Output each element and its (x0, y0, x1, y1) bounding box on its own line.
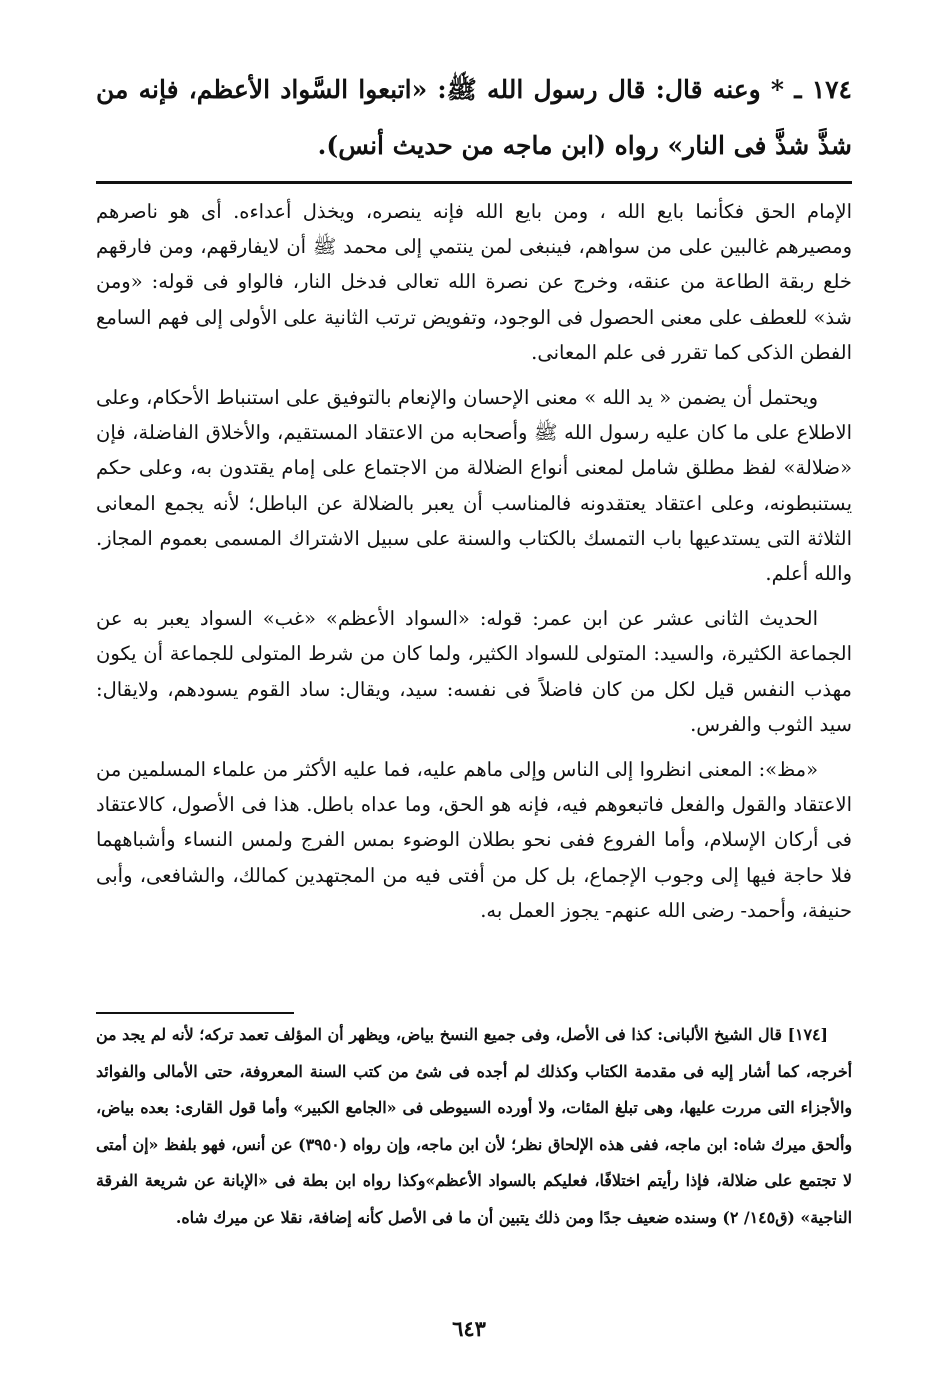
commentary (96, 194, 852, 938)
hadith-text (96, 62, 852, 174)
footnote-divider (96, 1012, 294, 1014)
commentary-paragraph: «مظ»: المعنى انظروا إلى الناس وإلى ماهم عليه، فما عليه الأكثر من علماء المسلمين من الاعتقاد والقول والفعل فاتبعوهم فيه، فإنه هو الحق، وما عداه باطل. هذا فى الأصول، كالاعتقاد فى أركان الإسلام، وأما الفروع ففى نحو بطلان الوضوء بمس الفرج ولمس النساء وأشباههما فلا حاجة فيها إلى وجوب الإجماع، بل كل من أفتى فيه من المجتهدين كمالك، والشافعى، وأبى حنيفة، وأحمد- رضى الله عنهم- يجوز العمل به. (96, 758, 852, 922)
section-divider (96, 181, 852, 184)
commentary-paragraph: الحديث الثانى عشر عن ابن عمر: قوله: «السواد الأعظم» «غب» السواد يعبر به عن الجماعة الكثيرة، والسيد: المتولى للسواد الكثير، ولما كان من شرط المتولى للجماعة أن يكون مهذب النفس قيل لكل من كان فاضلاً فى نفسه: سيد، ويقال: ساد القوم يسودهم، ولايقال: سيد الثوب والفرس. (96, 607, 852, 736)
page-number: ٦٤٣ (452, 1316, 486, 1341)
hadith-number: ١٧٤ ـ (794, 75, 852, 104)
hadith-body: وعنه قال: قال رسول الله ﷺ: «اتبعوا السَّواد الأعظم، فإنه من شذَّ شذَّ فى النار» رواه (ابن ماجه من حديث أنس). (96, 75, 852, 160)
star-icon: * (770, 75, 784, 104)
footnote: [١٧٤] قال الشيخ الألبانى: كذا فى الأصل، وفى جميع النسخ بياض، ويظهر أن المؤلف تعمد تركه؛ لأنه لم يجد من أخرجه، كما أشار إليه فى مقدمة الكتاب وكذلك لم أجده فى شئ من كتب السنة المعروفة، حتى الأمالى والفوائد والأجزاء التى مررت عليها، وهى تبلغ المئات، ولا أورده السيوطى فى «الجامع الكبير» وأما قول القارى: بعده بياض، وألحق ميرك شاه: ابن ماجه، ففى هذه الإلحاق نظر؛ لأن ابن ماجه، وإن رواه (٣٩٥٠) عن أنس، فهو بلفظ «إن أمتى لا تجتمع على ضلالة، فإذا رأيتم اختلافًا، فعليكم بالسواد الأعظم»وكذا رواه ابن بطة فى «الإبانة عن شريعة الفرقة الناجية» (ق١٤٥/ ٢) وسنده ضعيف جدًا ومن ذلك يتبين أن ما فى الأصل كأنه إضافة، نقلا عن ميرك شاه. (96, 1025, 852, 1227)
commentary-paragraph: الإمام الحق فكأنما بايع الله ، ومن بايع الله فإنه ينصره، ويخذل أعداءه. أى هو ناصرهم ومصيرهم غالبين على من سواهم، فينبغى لمن ينتمي إلى محمد ﷺ أن لايفارقهم، ومن فارقهم خلع ربقة الطاعة من عنقه، وخرج عن نصرة الله تعالى فدخل النار، فالواو فى قوله: «ومن شذ» للعطف على معنى الحصول فى الوجود، وتفويض ترتب الثانية على الأولى إلى فهم السامع الفطن الذكى كما تقرر فى علم المعانى. (96, 200, 852, 364)
commentary-paragraph: ويحتمل أن يضمن « يد الله » معنى الإحسان والإنعام بالتوفيق على استنباط الأحكام، وعلى الاطلاع على ما كان عليه رسول الله ﷺ وأصحابه من الاعتقاد المستقيم، والأخلاق الفاضلة، فإن «ضلالة» لفظ مطلق شامل لمعنى أنواع الضلالة من الاجتماع على إمام يقتدون به، وعلى حكم يستنبطونه، وعلى اعتقاد يعتقدونه فالمناسب أن يعبر بالضلالة عن الباطل؛ لأنه يجمع المعانى الثلاثة التى يستدعيها باب التمسك بالكتاب والسنة على سبيل الاشتراك المسمى بعموم المجاز. والله أعلم. (96, 386, 852, 586)
